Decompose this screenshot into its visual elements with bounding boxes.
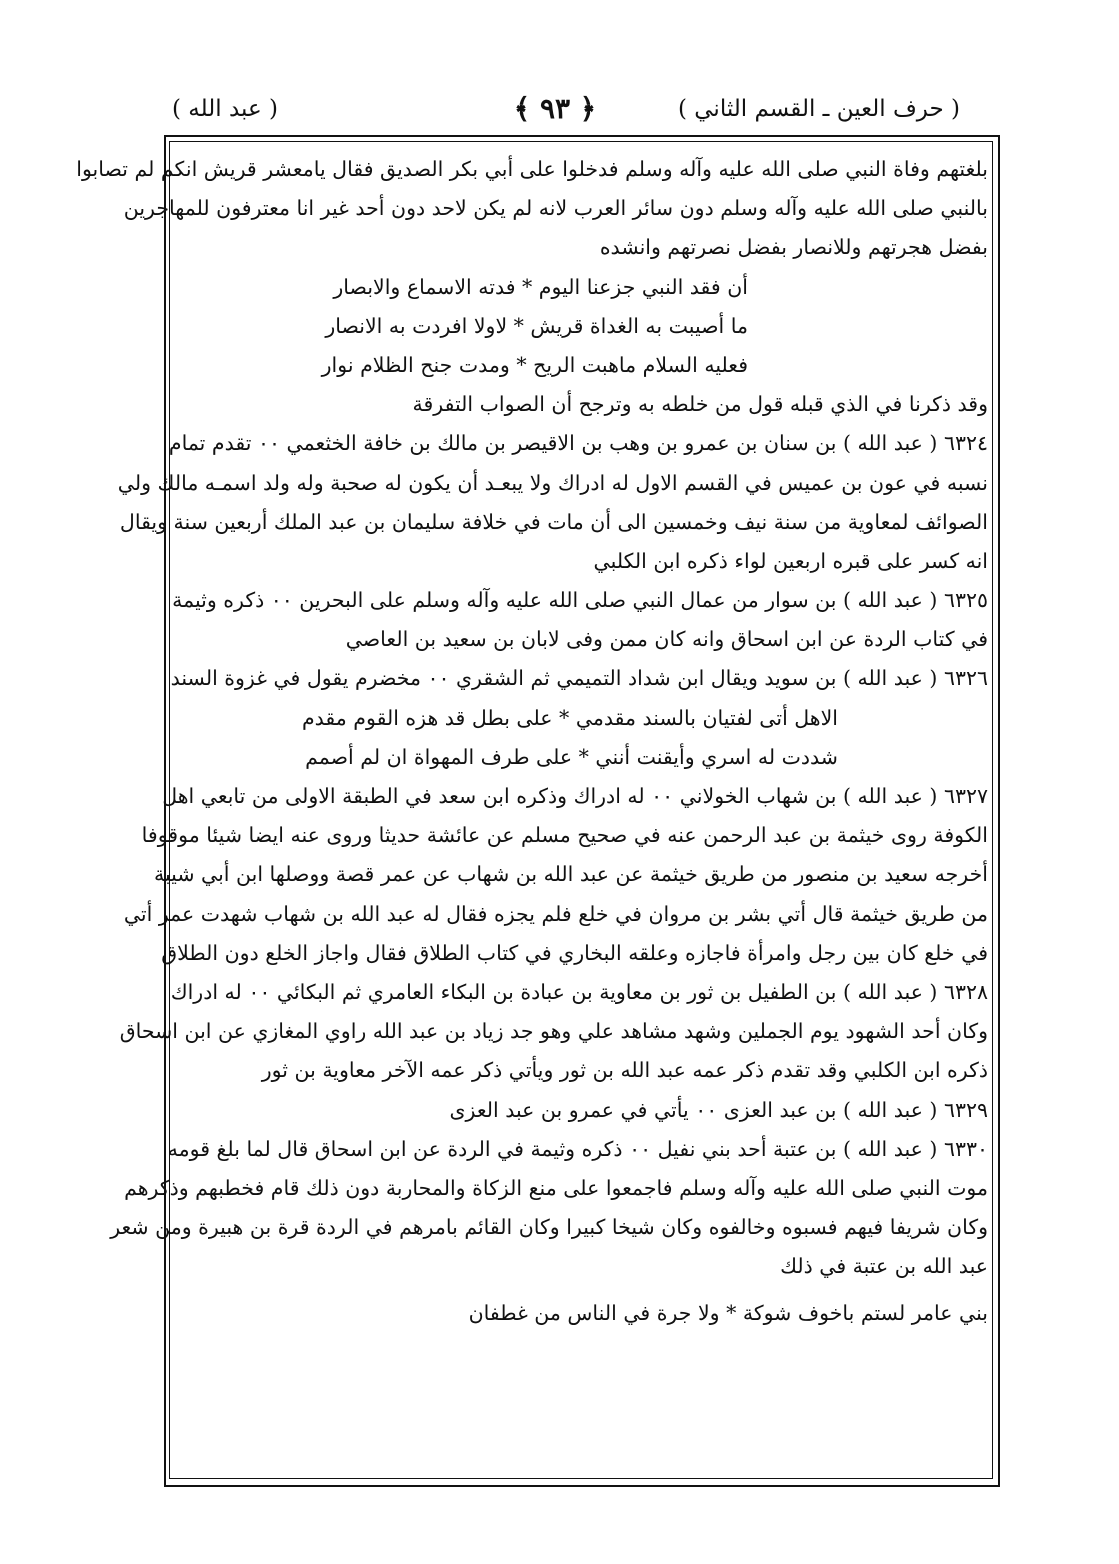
text-line: في خلع كان بين رجل وامرأة فاجازه وعلقه البخاري في كتاب الطلاق فقال واجاز الخلع دون الطلاق — [161, 940, 988, 965]
header-entry-name: ( عبد الله ) — [172, 96, 278, 122]
verse-line: شددت له اسري وأيقنت أنني * على طرف المهواة ان لم أصمم — [305, 744, 838, 769]
text-line: من طريق خيثمة قال أتي بشر بن مروان في خلع فلم يجزه فقال له عبد الله بن شهاب شهدت عمر أتي — [123, 901, 988, 926]
verse-line: الاهل أتى لفتيان بالسند مقدمي * على بطل قد هزه القوم مقدم — [301, 705, 838, 730]
verse-line: أن فقد النبي جزعنا اليوم * فدته الاسماع والابصار — [333, 274, 748, 299]
closing-verse: بني عامر لستم باخوف شوكة * ولا جرة في الناس من غطفان — [468, 1301, 988, 1326]
text-line: وقد ذكرنا في الذي قبله قول من خلطه به وترجح أن الصواب التفرقة — [412, 392, 988, 417]
entry-6328-start: ٦٣٢٨ ( عبد الله ) بن الطفيل بن ثور بن معاوية بن عبادة بن البكاء العامري ثم البكائي ٠٠ له ادراك — [170, 979, 988, 1004]
page-body — [76, 150, 988, 1340]
text-line: موت النبي صلى الله عليه وآله وسلم فاجمعوا على منع الزكاة والمحاربة دون ذلك قام فخطبهم وذكرهم — [124, 1175, 988, 1200]
text-line: انه كسر على قبره اربعين لواء ذكره ابن الكلبي — [593, 548, 988, 573]
text-line: وكان شريفا فيهم فسبوه وخالفوه وكان شيخا كبيرا وكان القائم بامرهم في الردة قرة بن هبيرة ومن شعر — [110, 1215, 988, 1240]
running-header — [150, 92, 960, 132]
entry-6324-start: ٦٣٢٤ ( عبد الله ) بن سنان بن عمرو بن وهب بن الاقيصر بن مالك بن خافة الخثعمي ٠٠ تقدم تمام — [168, 431, 988, 456]
text-line: الصوائف لمعاوية من سنة نيف وخمسين الى أن مات في خلافة سليمان بن عبد الملك أربعين سنة ويقال — [119, 509, 988, 534]
text-line: أخرجه سعيد بن منصور من طريق خيثمة عن عبد الله بن شهاب عن عمر قصة ووصلها ابن أبي شيبة — [153, 862, 988, 887]
text-line: الكوفة روى خيثمة بن عبد الرحمن عنه في صحيح مسلم عن عائشة حديثا وروى عنه ايضا شيئا موقوفا — [141, 823, 988, 848]
entry-6325-start: ٦٣٢٥ ( عبد الله ) بن سوار من عمال النبي صلى الله عليه وآله وسلم على البحرين ٠٠ ذكره وثيمة — [172, 588, 988, 613]
text-line: ذكره ابن الكلبي وقد تقدم ذكر عمه عبد الله بن ثور ويأتي ذكر عمه الآخر معاوية بن ثور — [261, 1058, 988, 1083]
header-section-title: ( حرف العين ـ القسم الثاني ) — [677, 96, 960, 122]
entry-6327-start: ٦٣٢٧ ( عبد الله ) بن شهاب الخولاني ٠٠ له ادراك وذكره ابن سعد في الطبقة الاولى من تابعي اهل — [162, 784, 988, 808]
text-line: نسبه في عون بن عميس في القسم الاول له ادراك ولا يبعـد أن يكون له صحبة وله ولد اسمـه مالك ولي — [117, 470, 988, 495]
text-line: بفضل هجرتهم وللانصار بفضل نصرتهم وانشده — [599, 235, 988, 260]
page-number: ﴿ ٩٣ ﴾ — [513, 92, 597, 125]
text-line: بلغتهم وفاة النبي صلى الله عليه وآله وسلم فدخلوا على أبي بكر الصديق فقال يامعشر قريش انكم لم تصابوا — [76, 157, 988, 181]
text-line: وكان أحد الشهود يوم الجملين وشهد مشاهد علي وهو جد زياد بن عبد الله راوي المغازي عن ابن اسحاق — [119, 1019, 988, 1044]
text-line: بالنبي صلى الله عليه وآله وسلم دون سائر العرب لانه لم يكن لاحد دون أحد غير انا معترفون للمهاجرين — [123, 196, 988, 221]
entry-6326-start: ٦٣٢٦ ( عبد الله ) بن سويد ويقال ابن شداد التميمي ثم الشقري ٠٠ مخضرم يقول في غزوة السند — [170, 666, 988, 691]
entry-6330-start: ٦٣٣٠ ( عبد الله ) بن عتبة أحد بني نفيل ٠٠ ذكره وثيمة في الردة عن ابن اسحاق قال لما بلغ قومه — [167, 1136, 988, 1161]
text-line: في كتاب الردة عن ابن اسحاق وانه كان ممن وفى لابان بن سعيد بن العاصي — [345, 627, 988, 652]
entry-6329-start: ٦٣٢٩ ( عبد الله ) بن عبد العزى ٠٠ يأتي في عمرو بن عبد العزى — [449, 1097, 988, 1122]
verse-line: فعليه السلام ماهبت الريح * ومدت جنح الظلام نوار — [321, 352, 748, 377]
text-line: عبد الله بن عتبة في ذلك — [780, 1254, 988, 1279]
verse-line: ما أصيبت به الغداة قريش * لاولا افردت به الانصار — [325, 313, 748, 338]
